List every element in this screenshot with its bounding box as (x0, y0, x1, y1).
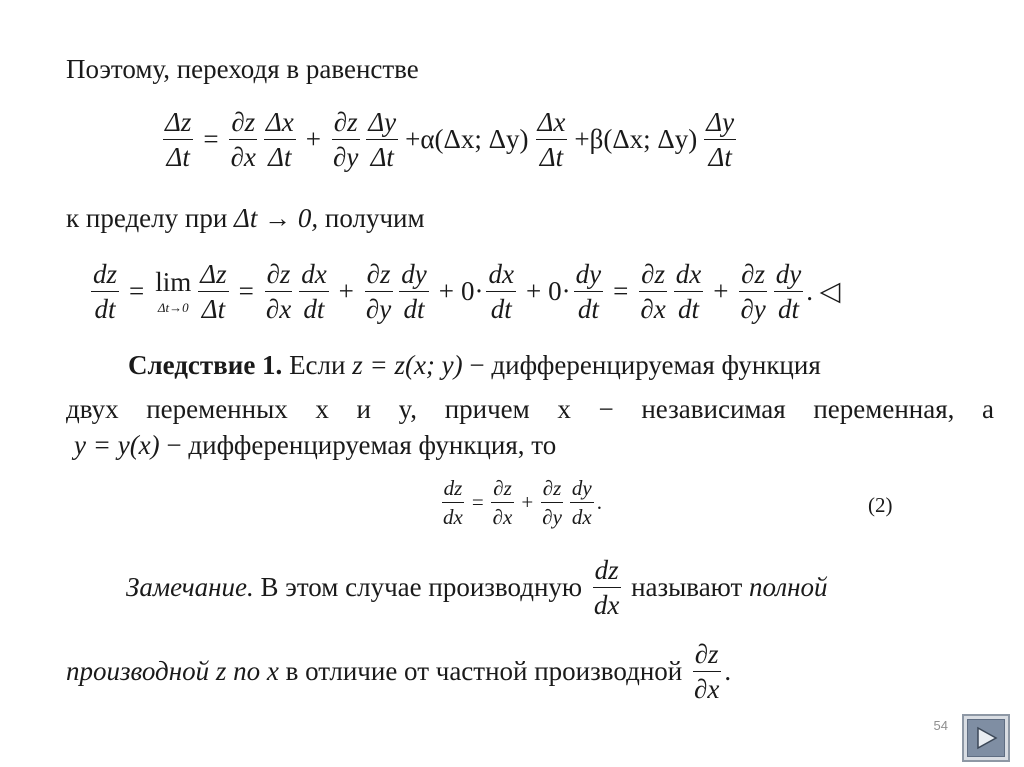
limit-text: к пределу при Δt → 0, получим (66, 203, 425, 233)
remark-line-1: Замечание. В этом случае производную $\frac{dz}{dx}$ называют полной (126, 555, 828, 621)
equation-2: $\frac{dz}{dx}$ = $\frac{\partial z}{\partial x}$ + $\frac{\partial z}{\partial y}$ $\frac{dy}{dx}$ . (443, 476, 602, 530)
equation-total-derivative-t: $\frac{dz}{dt}$ = lim Δt→0 $\frac{\Delta z}{\Delta t}$ = $\frac{\partial z}{\partial x}$ $\frac{dx}{dt}$ + $\frac{\partial z}{\partial y}$ $\frac{dy}{dt}$ + 0· $\frac{dx}{dt}$ + 0· $\frac{dy}{dt}$ = $\frac{\partial z}{\partial x}$ $\frac{dx}{dt}$ + $\frac{\partial z}{\partial y}$ $\frac{dy}{dt}$ . ◁ (93, 259, 841, 325)
play-next-icon (967, 719, 1005, 757)
intro-text: Поэтому, переходя в равенстве (66, 54, 419, 84)
remark-line-2: производной z по x в отличие от частной производной $\frac{\partial z}{\partial x}$ . (66, 639, 732, 705)
next-slide-button[interactable] (962, 714, 1010, 762)
corollary-line-1: Следствие 1. Если z = z(x; y) − дифференцируемая функция (128, 350, 821, 380)
equation-increment: $\frac{\Delta z}{\Delta t}$ = $\frac{\partial z}{\partial x}$ $\frac{\Delta x}{\Delta t}$ + $\frac{\partial z}{\partial y}$ $\frac{\Delta y}{\Delta t}$ +α(Δx; Δy) $\frac{\Delta x}{\Delta t}$ +β(Δx; Δy) $\frac{\Delta y}{\Delta t}$ (165, 107, 735, 173)
slide-number: 54 (933, 718, 948, 733)
corollary-line-2: двух переменных x и y, причем x − независимая переменная, а (66, 394, 994, 424)
corollary-line-3: y = y(x) − дифференцируемая функция, то (74, 430, 557, 460)
equation-number: (2) (868, 493, 893, 517)
